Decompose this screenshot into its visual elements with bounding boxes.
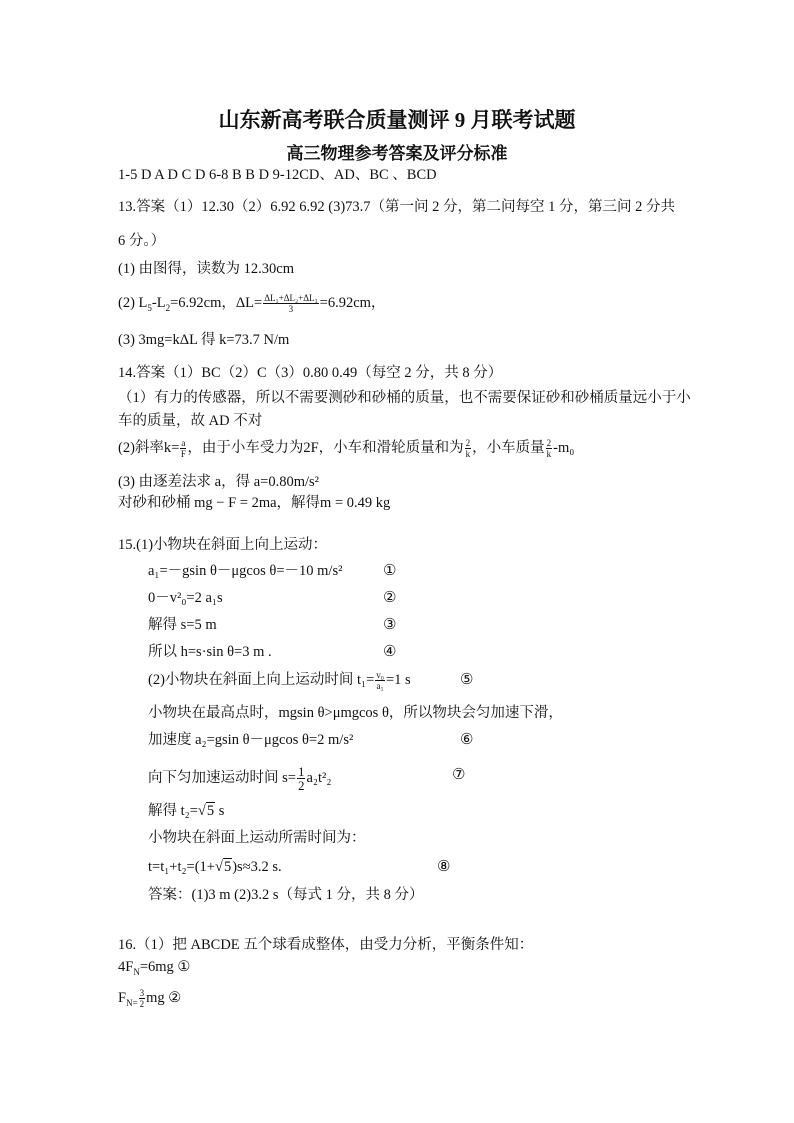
half-fraction: $\frac{1}{2}$ — [297, 764, 305, 793]
q15-heading: 15.(1)小物块在斜面上向上运动： — [118, 537, 328, 553]
mass-sum-fraction: $\frac{2}{k}$ — [465, 438, 471, 460]
q15-eq1: a₁=－gsin θ－μgcos θ=－10 m/s² — [148, 563, 343, 579]
q15-eq7: 向下匀加速运动时间 s= $\frac{1}{2}$ a₂t²₂ — [148, 764, 332, 793]
q15-eq5: (2)小物块在斜面上向上运动时间 t₁= $\frac{\text{v₀}}{\text{a₁}}$ =1 s — [148, 670, 411, 692]
q14-part4: 对砂和砂桶 mg − F = 2ma，解得m = 0.49 kg — [118, 495, 391, 511]
q15-final-answer: 答案：(1)3 m (2)3.2 s（每式 1 分，共 8 分） — [148, 887, 424, 903]
page-title: 山东新高考联合质量测评 9 月联考试题 — [218, 108, 576, 132]
q16-eq2: $F_{N=}$ $\frac{3}{2}$ mg ② — [118, 988, 182, 1010]
q15-eq1-number: ① — [383, 563, 397, 579]
q13-part2: (2) $L_5-L_2=6.92cm$，ΔL= $\frac{\text{ΔL₁+ΔL₂+ΔL₃}}{3}$ =6.92cm， — [118, 293, 386, 315]
q13-answer-line: 13.答案（1）12.30（2）6.92 6.92 (3)73.7（第一问 2 分，第二问每空 1 分，第三问 2 分共 — [118, 199, 676, 215]
car-mass-fraction: $\frac{2}{k}$ — [546, 438, 552, 460]
q16-heading: 16.（1）把 ABCDE 五个球看成整体，由受力分析，平衡条件知： — [118, 937, 534, 953]
q13-part3: (3) 3mg=kΔL 得 k=73.7 N/m — [118, 332, 290, 348]
q14-part2: (2)斜率k= $\frac{a}{F}$ ，由于小车受力为2F，小车和滑轮质量和为 $\frac{2}{k}$ ，小车质量 $\frac{2}{k}$ -m₀ — [118, 438, 575, 460]
q13-answer-line-cont: 6 分。） — [118, 233, 166, 249]
q13-part1: (1) 由图得，读数为 12.30cm — [118, 261, 294, 277]
time-fraction: $\frac{\text{v₀}}{\text{a₁}}$ — [376, 670, 384, 692]
q15-eq8-number: ⑧ — [437, 859, 451, 875]
q15-eq4: 所以 h=s·sin θ=3 m . — [148, 644, 272, 660]
q15-eq6-number: ⑥ — [460, 732, 474, 748]
delta-l-fraction: $\frac{\text{ΔL₁+ΔL₂+ΔL₃}}{3}$ — [264, 293, 318, 315]
q15-eq4-number: ④ — [383, 644, 397, 660]
q15-text-top: 小物块在最高点时，mgsin θ>μmgcos θ，所以物块会匀加速下滑， — [148, 705, 563, 721]
q15-eq3: 解得 s=5 m — [148, 617, 217, 633]
q15-eq2: 0－v²₀=2 a₁s — [148, 590, 223, 606]
multiple-choice-answers: 1-5 D A D C D 6-8 B B D 9-12CD、AD、BC 、BCD — [118, 167, 437, 183]
q15-eq3-number: ③ — [383, 617, 397, 633]
slope-fraction: $\frac{a}{F}$ — [180, 438, 186, 460]
q15-eq6: 加速度 a₂=gsin θ－μgcos θ=2 m/s² — [148, 732, 354, 748]
q15-total-time-text: 小物块在斜面上运动所需时间为： — [148, 830, 366, 846]
q15-eq7-number: ⑦ — [452, 767, 466, 783]
sqrt-symbol: √5 — [215, 859, 232, 875]
q16-eq1: $4F_N=6mg$ ① — [118, 959, 191, 977]
q15-solve-t2: 解得 t₂=√5 s — [148, 803, 225, 819]
q15-eq5-number: ⑤ — [460, 672, 474, 688]
sqrt-symbol: √5 — [197, 803, 215, 819]
q15-eq2-number: ② — [383, 590, 397, 606]
q14-answer-line: 14.答案（1）BC（2）C（3）0.80 0.49（每空 2 分，共 8 分） — [118, 365, 503, 381]
three-halves-fraction: $\frac{3}{2}$ — [139, 988, 145, 1010]
q15-eq8: t=t₁+t₂=(1+√5)s≈3.2 s. — [148, 859, 282, 875]
q14-part3: (3) 由逐差法求 a，得 a=0.80m/s² — [118, 474, 320, 490]
q14-part1-cont: 车的质量，故 AD 不对 — [118, 413, 263, 429]
page-subtitle: 高三物理参考答案及评分标准 — [286, 144, 508, 163]
q14-part1: （1）有力的传感器，所以不需要测砂和砂桶的质量，也不需要保证砂和砂桶质量远小于小 — [118, 390, 691, 406]
